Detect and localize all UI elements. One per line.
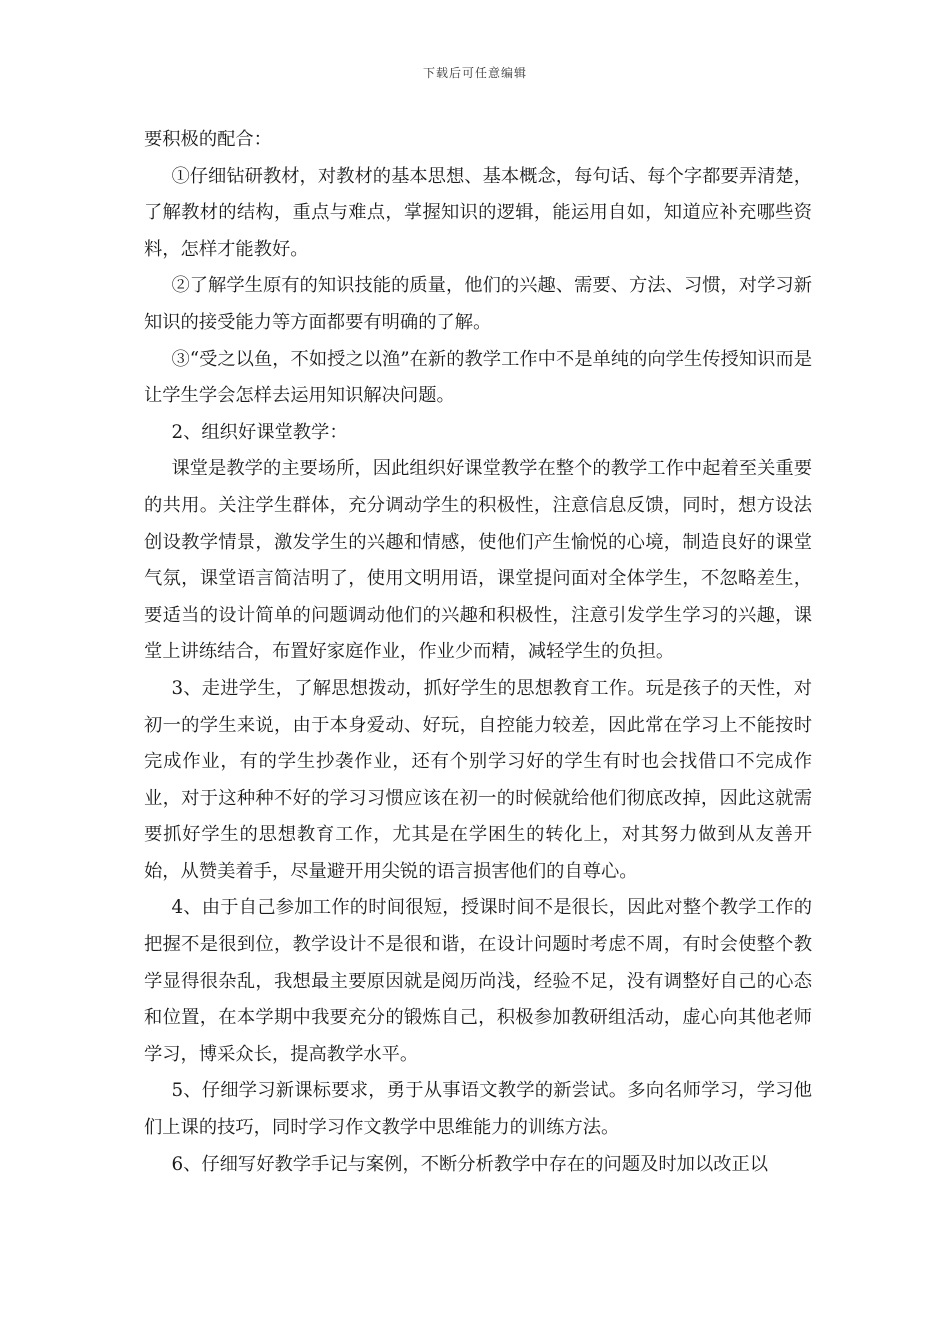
paragraph-item-2: ②了解学生原有的知识技能的质量，他们的兴趣、需要、方法、习惯，对学习新知识的接受能力等方面都要有明确的了解。 bbox=[144, 275, 812, 333]
section-heading-2: 2、组织好课堂教学： bbox=[171, 421, 348, 443]
document-body bbox=[144, 122, 812, 1183]
paragraph-item-3: ③“受之以鱼，不如授之以渔”在新的教学工作中不是单纯的向学生传授知识而是让学生学会怎样去运用知识解决问题。 bbox=[144, 348, 812, 407]
paragraph-section-6: 6、仔细写好教学手记与案例，不断分析教学中存在的问题及时加以改正以 bbox=[171, 1153, 769, 1175]
page-header: 下载后可任意编辑 bbox=[422, 66, 527, 80]
paragraph-classroom: 课堂是教学的主要场所，因此组织好课堂教学在整个的教学工作中起着至关重要的共用。关注学生群体，充分调动学生的积极性，注意信息反馈，同时，想方设法创设教学情景，激发学生的兴趣和情感，使他们产生愉悦的心境，制造良好的课堂气氛，课堂语言简洁明了，使用文明用语，课堂提问面对全体学生，不忽略差生，要适当的设计简单的问题调动他们的兴趣和积极性，注意引发学生学习的兴趣，课堂上讲练结合，布置好家庭作业，作业少而精，减轻学生的负担。 bbox=[144, 458, 812, 663]
paragraph-section-3: 3、走进学生，了解思想拨动，抓好学生的思想教育工作。玩是孩子的天性，对初一的学生来说，由于本身爱动、好玩，自控能力较差，因此常在学习上不能按时完成作业，有的学生抄袭作业，还有个别学习好的学生有时也会找借口不完成作业，对于这种种不好的学习习惯应该在初一的时候就给他们彻底改掉，因此这就需要抓好学生的思想教育工作，尤其是在学困生的转化上，对其努力做到从友善开始，从赞美着手，尽量避开用尖锐的语言损害他们的自尊心。 bbox=[144, 677, 812, 882]
paragraph-section-4: 4、由于自己参加工作的时间很短，授课时间不是很长，因此对整个教学工作的把握不是很到位，教学设计不是很和谐，在设计问题时考虑不周，有时会使整个教学显得很杂乱，我想最主要原因就是阅历尚浅，经验不足，没有调整好自己的心态和位置，在本学期中我要充分的锻炼自己，积极参加教研组活动，虚心向其他老师学习，博采众长，提高教学水平。 bbox=[144, 897, 812, 1065]
paragraph-continuation: 要积极的配合： bbox=[144, 129, 272, 150]
paragraph-section-5: 5、仔细学习新课标要求，勇于从事语文教学的新尝试。多向名师学习，学习他们上课的技巧，同时学习作文教学中思维能力的训练方法。 bbox=[144, 1080, 812, 1139]
paragraph-item-1: ①仔细钻研教材，对教材的基本思想、基本概念，每句话、每个字都要弄清楚，了解教材的结构，重点与难点，掌握知识的逻辑，能运用自如，知道应补充哪些资料，怎样才能教好。 bbox=[144, 165, 812, 260]
